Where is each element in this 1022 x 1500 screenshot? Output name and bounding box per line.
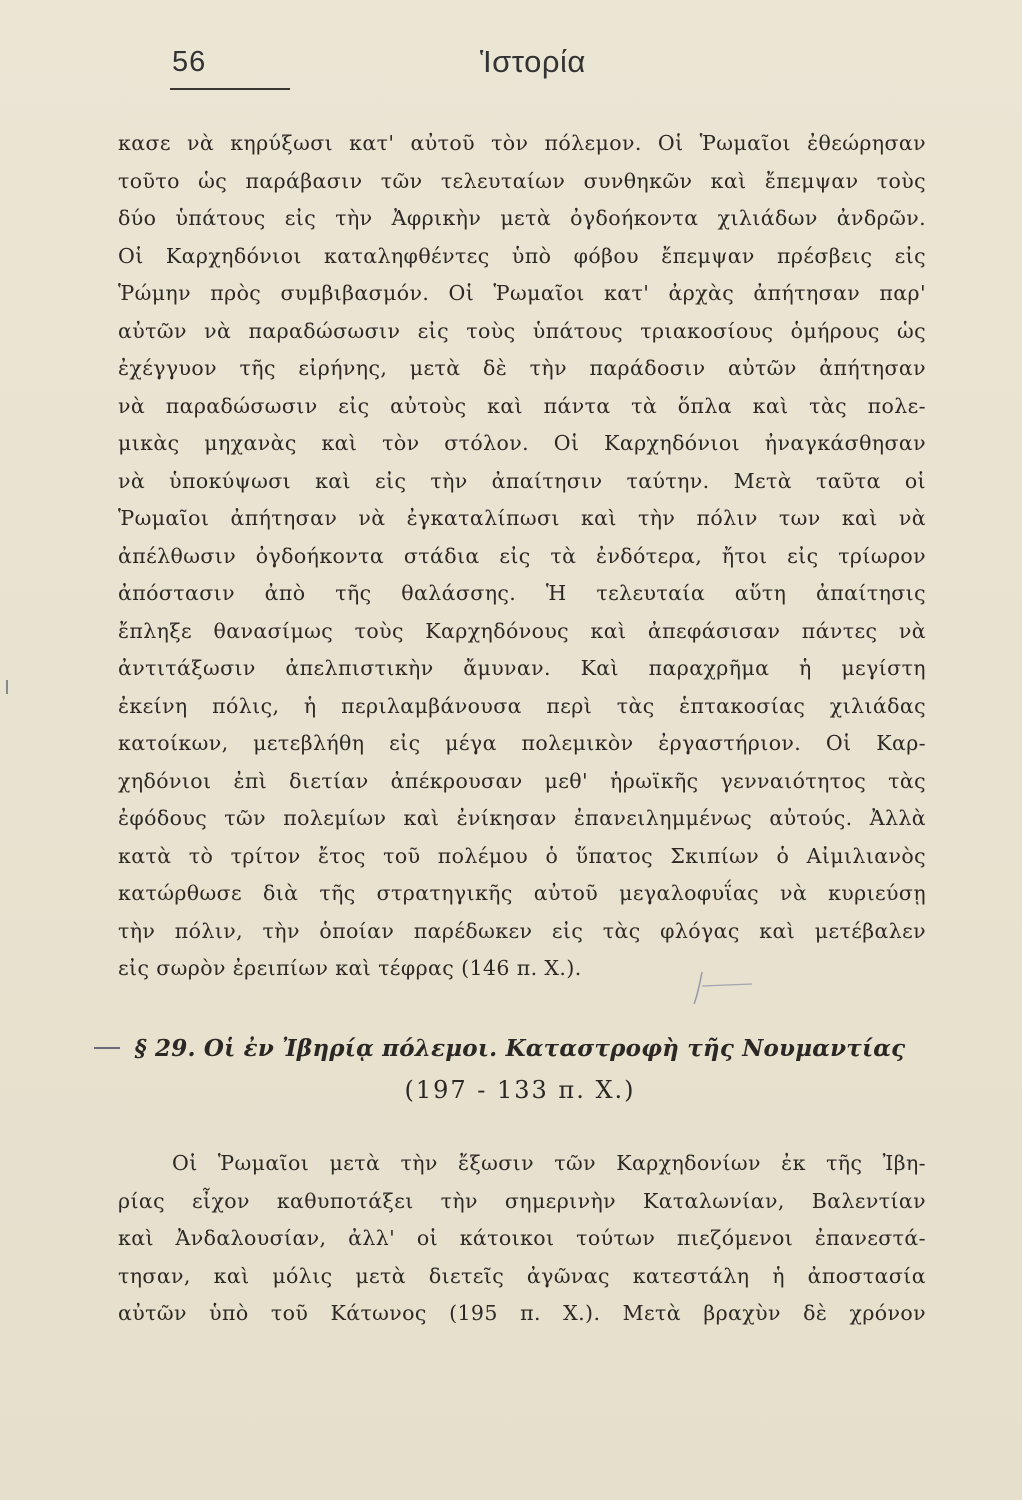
page-number: 56 [172, 46, 207, 78]
text-line: αὐτῶν νὰ παραδώσωσιν εἰς τοὺς ὑπάτους τριακοσίους ὁμήρους ὡς [118, 318, 926, 343]
text-line: ἔπληξε θανασίμως τοὺς Καρχηδόνους καὶ ἀπεφάσισαν πάντες νὰ [118, 618, 926, 643]
text-line: εἰς σωρὸν ἐρειπίων καὶ τέφρας (146 π. Χ.). [118, 956, 582, 980]
text-line: Ῥώμην πρὸς συμβιβασμόν. Οἱ Ῥωμαῖοι κατ' ἀρχὰς ἀπήτησαν παρ' [118, 281, 926, 305]
running-title: Ἱστορία [480, 44, 586, 79]
section-dates: (197 - 133 π. Χ.) [404, 1076, 636, 1104]
text-line: κατώρθωσε διὰ τῆς στρατηγικῆς αὐτοῦ μεγαλοφυΐας νὰ κυριεύσῃ [118, 881, 926, 905]
text-line: νὰ ὑποκύψωσι καὶ εἰς τὴν ἀπαίτησιν ταύτην. Μετὰ ταῦτα οἱ [118, 468, 926, 493]
section-title: § 29. Οἱ ἐν Ἰβηρίᾳ πόλεμοι. Καταστροφὴ τῆς Νουμαντίας [134, 1035, 906, 1062]
text-line: μικὰς μηχανὰς καὶ τὸν στόλον. Οἱ Καρχηδόνιοι ἠναγκάσθησαν [118, 431, 926, 455]
text-line: δύο ὑπάτους εἰς τὴν Ἀφρικὴν μετὰ ὀγδοήκοντα χιλιάδων ἀνδρῶν. [118, 206, 926, 230]
text-line: αὐτῶν ὑπὸ τοῦ Κάτωνος (195 π. Χ.). Μετὰ βραχὺν δὲ χρόνον [118, 1301, 926, 1325]
text-line: ἀπέλθωσιν ὀγδοήκοντα στάδια εἰς τὰ ἐνδότερα, ἤτοι εἰς τρίωρον [118, 543, 926, 568]
text-line: καὶ Ἀνδαλουσίαν, ἀλλ' οἱ κάτοικοι τούτων πιεζόμενοι ἐπανεστά- [118, 1226, 926, 1250]
text-line: τησαν, καὶ μόλις μετὰ διετεῖς ἀγῶνας κατεστάλη ἡ ἀποστασία [118, 1263, 926, 1288]
text-line: ἀπόστασιν ἀπὸ τῆς θαλάσσης. Ἡ τελευταία αὕτη ἀπαίτησις [118, 581, 926, 605]
heading-margin-mark [94, 1047, 120, 1049]
pencil-mark-icon [686, 968, 756, 1008]
text-line: τοῦτο ὡς παράβασιν τῶν τελευταίων συνθηκῶν καὶ ἔπεμψαν τοὺς [118, 168, 926, 193]
page-header [150, 42, 930, 86]
text-line: ἀντιτάξωσιν ἀπελπιστικὴν ἄμυναν. Καὶ παραχρῆμα ἡ μεγίστη [118, 656, 926, 680]
text-line: κατοίκων, μετεβλήθη εἰς μέγα πολεμικὸν ἐργαστήριον. Οἱ Καρ- [118, 731, 926, 755]
text-line: χηδόνιοι ἐπὶ διετίαν ἀπέκρουσαν μεθ' ἡρωϊκῆς γενναιότητος τὰς [118, 768, 926, 793]
text-line: τὴν πόλιν, τὴν ὁποίαν παρέδωκεν εἰς τὰς φλόγας καὶ μετέβαλεν [118, 918, 926, 943]
text-line: Οἱ Καρχηδόνιοι καταληφθέντες ὑπὸ φόβου ἔπεμψαν πρέσβεις εἰς [118, 243, 926, 268]
text-line: ἐκείνη πόλις, ἡ περιλαμβάνουσα περὶ τὰς ἑπτακοσίας χιλιάδας [118, 693, 926, 718]
text-line: νὰ παραδώσωσιν εἰς αὐτοὺς καὶ πάντα τὰ ὅπλα καὶ τὰς πολε- [118, 393, 926, 418]
margin-mark [6, 680, 8, 694]
section-heading [112, 1035, 928, 1104]
text-line: ρίας εἶχον καθυποτάξει τὴν σημερινὴν Καταλωνίαν, Βαλεντίαν [118, 1188, 926, 1213]
paragraph-2 [118, 1145, 926, 1333]
header-underline [170, 88, 290, 90]
text-line: Ῥωμαῖοι ἀπήτησαν νὰ ἐγκαταλίπωσι καὶ τὴν πόλιν των καὶ νὰ [118, 506, 926, 530]
text-line: ἐχέγγυον τῆς εἰρήνης, μετὰ δὲ τὴν παράδοσιν αὐτῶν ἀπήτησαν [118, 356, 926, 380]
text-line: κατὰ τὸ τρίτον ἔτος τοῦ πολέμου ὁ ὕπατος Σκιπίων ὁ Αἰμιλιανὸς [118, 843, 926, 868]
text-line: Οἱ Ῥωμαῖοι μετὰ τὴν ἔξωσιν τῶν Καρχηδονίων ἐκ τῆς Ἰβη- [172, 1151, 926, 1175]
paragraph-1 [118, 125, 926, 988]
text-line: κασε νὰ κηρύξωσι κατ' αὐτοῦ τὸν πόλεμον. Οἱ Ῥωμαῖοι ἐθεώρησαν [118, 131, 926, 155]
text-line: ἐφόδους τῶν πολεμίων καὶ ἐνίκησαν ἐπανειλημμένως αὐτούς. Ἀλλὰ [118, 806, 926, 830]
